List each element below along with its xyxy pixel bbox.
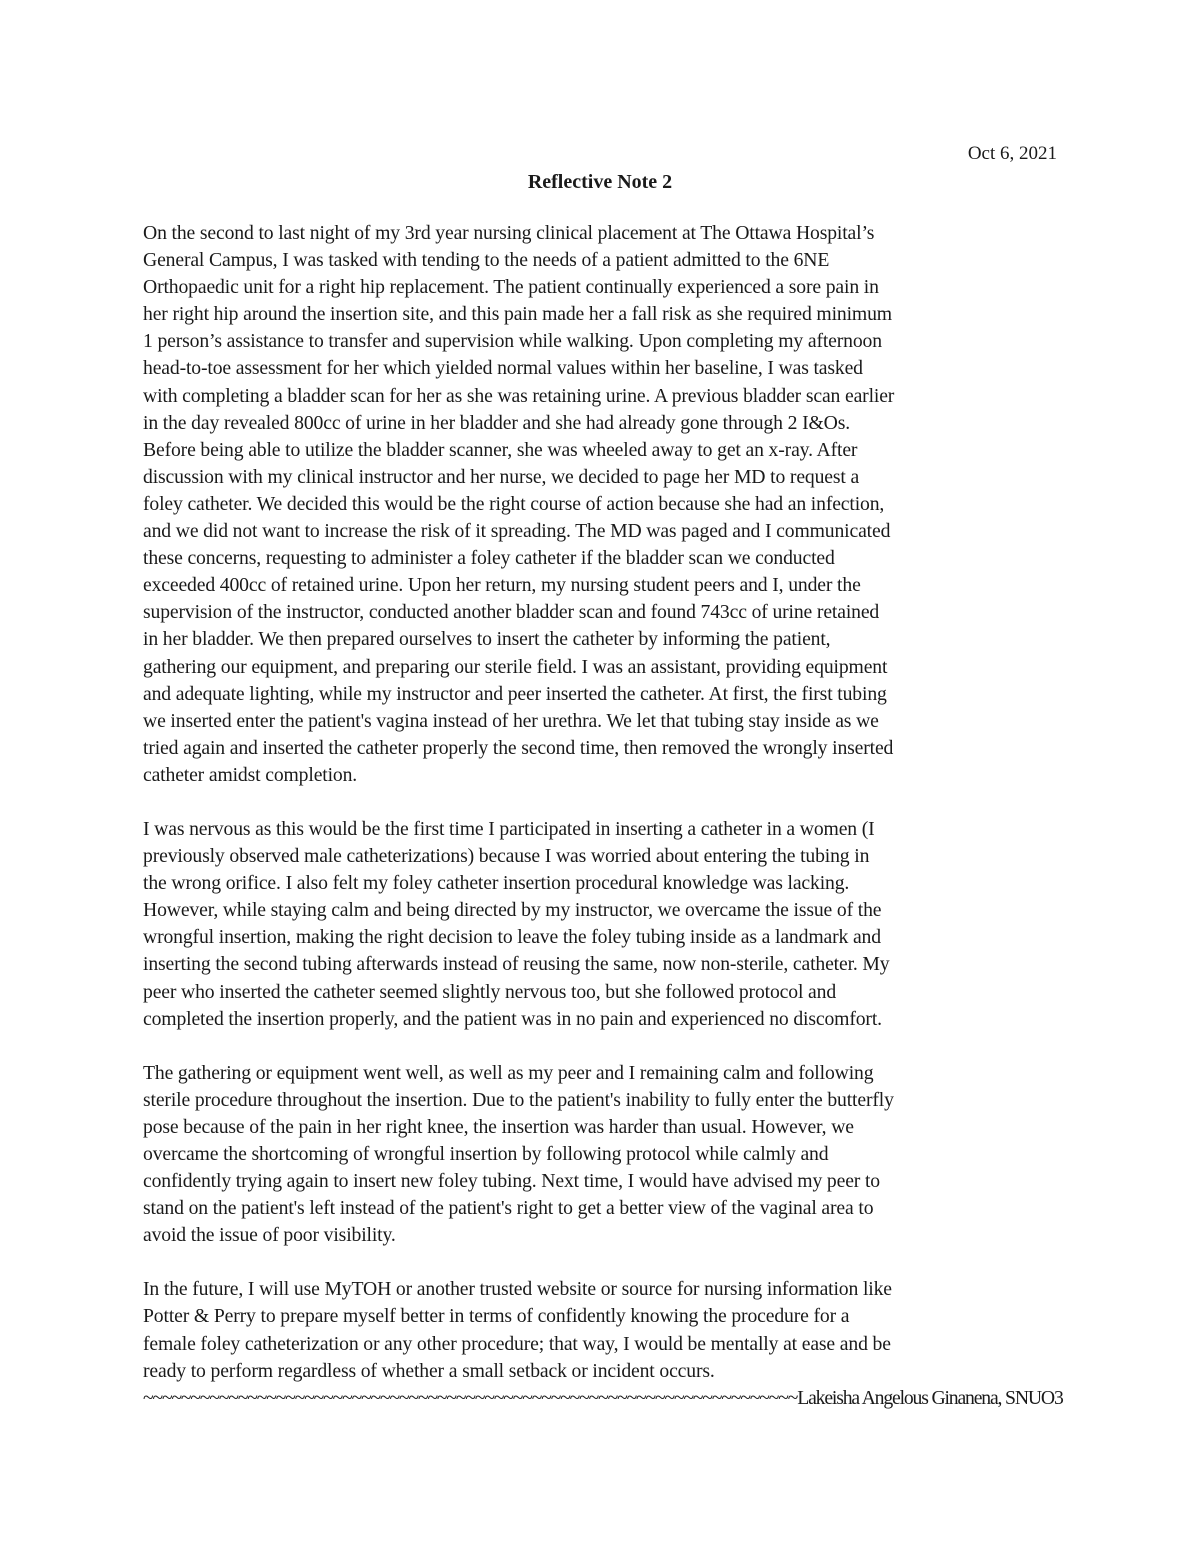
paragraph-line: stand on the patient's left instead of the patient's right to get a better view of the vaginal area to bbox=[143, 1197, 874, 1220]
paragraph-line: catheter amidst completion. bbox=[143, 763, 358, 786]
paragraph-line: Potter & Perry to prepare myself better in terms of confidently knowing the procedure for a bbox=[143, 1305, 850, 1328]
paragraph-line: and we did not want to increase the risk of it spreading. The MD was paged and I communicated bbox=[143, 520, 891, 543]
paragraph-4 bbox=[143, 1276, 1063, 1411]
paragraph-line: completed the insertion properly, and the patient was in no pain and experienced no discomfort. bbox=[143, 1007, 882, 1030]
paragraph-line: head-to-toe assessment for her which yielded normal values within her baseline, I was tasked bbox=[143, 357, 863, 380]
paragraph-line: General Campus, I was tasked with tending to the needs of a patient admitted to the 6NE bbox=[143, 249, 830, 272]
paragraph-line: foley catheter. We decided this would be the right course of action because she had an infection, bbox=[143, 492, 885, 515]
paragraph-line: The gathering or equipment went well, as well as my peer and I remaining calm and following bbox=[143, 1061, 874, 1084]
paragraph-line: wrongful insertion, making the right decision to leave the foley tubing inside as a landmark and bbox=[143, 926, 881, 949]
paragraph-line: Orthopaedic unit for a right hip replacement. The patient continually experienced a sore pain in bbox=[143, 276, 879, 299]
paragraph-line: and adequate lighting, while my instructor and peer inserted the catheter. At first, the first tubing bbox=[143, 682, 887, 705]
paragraph-line: On the second to last night of my 3rd year nursing clinical placement at The Ottawa Hospital’s bbox=[143, 222, 875, 244]
paragraph-1 bbox=[143, 220, 1063, 789]
paragraph-line: 1 person’s assistance to transfer and supervision while walking. Upon completing my afternoon bbox=[143, 330, 882, 353]
paragraph-line: discussion with my clinical instructor and her nurse, we decided to page her MD to request a bbox=[143, 465, 860, 488]
paragraph-line: these concerns, requesting to administer a foley catheter if the bladder scan we conducted bbox=[143, 547, 835, 570]
paragraph-line: in the day revealed 800cc of urine in her bladder and she had already gone through 2 I&Os. bbox=[143, 411, 851, 434]
paragraph-line: supervision of the instructor, conducted another bladder scan and found 743cc of urine retained bbox=[143, 601, 880, 624]
paragraph-line: avoid the issue of poor visibility. bbox=[143, 1224, 396, 1247]
paragraph-line: gathering our equipment, and preparing our sterile field. I was an assistant, providing equipment bbox=[143, 655, 888, 678]
paragraph-line: previously observed male catheterizations) because I was worried about entering the tubing in bbox=[143, 845, 870, 868]
paragraph-3 bbox=[143, 1060, 1063, 1250]
paragraph-line: in her bladder. We then prepared ourselves to insert the catheter by informing the patient, bbox=[143, 628, 831, 651]
paragraph-line: sterile procedure throughout the insertion. Due to the patient's inability to fully enter the butterfly bbox=[143, 1088, 894, 1111]
paragraph-line: confidently trying again to insert new foley tubing. Next time, I would have advised my peer to bbox=[143, 1170, 880, 1193]
paragraph-line: However, while staying calm and being directed by my instructor, we overcame the issue of the bbox=[143, 899, 882, 922]
paragraph-2 bbox=[143, 816, 1063, 1033]
paragraph-line: we inserted enter the patient's vagina instead of her urethra. We let that tubing stay inside as we bbox=[143, 709, 879, 732]
paragraph-line: tried again and inserted the catheter properly the second time, then removed the wrongly inserted bbox=[143, 736, 894, 759]
paragraph-line: peer who inserted the catheter seemed slightly nervous too, but she followed protocol and bbox=[143, 980, 837, 1003]
paragraph-line: inserting the second tubing afterwards instead of reusing the same, now non-sterile, catheter. My bbox=[143, 953, 890, 976]
paragraph-line: ready to perform regardless of whether a small setback or incident occurs. bbox=[143, 1359, 715, 1382]
document-date: Oct 6, 2021 bbox=[967, 143, 1057, 164]
paragraph-line: Before being able to utilize the bladder scanner, she was wheeled away to get an x-ray. After bbox=[143, 438, 858, 461]
signature-line: ~~~~~~~~~~~~~~~~~~~~~~~~~~~~~~~~~~~~~~~~~~~~~~~~~~~~~~~~~~~~~~~~~~~~~Lakeisha Angelous Ginanena, SNUO3 bbox=[143, 1386, 1063, 1409]
paragraph-line: overcame the shortcoming of wrongful insertion by following protocol while calmly and bbox=[143, 1143, 829, 1165]
document-title: Reflective Note 2 bbox=[527, 171, 673, 193]
paragraph-line: with completing a bladder scan for her as she was retaining urine. A previous bladder scan earlier bbox=[143, 384, 895, 407]
document-body bbox=[143, 220, 1063, 1412]
paragraph-line: the wrong orifice. I also felt my foley catheter insertion procedural knowledge was lacking. bbox=[143, 872, 850, 895]
paragraph-line: pose because of the pain in her right knee, the insertion was harder than usual. However, we bbox=[143, 1115, 854, 1138]
paragraph-line: I was nervous as this would be the first time I participated in inserting a catheter in a women (I bbox=[143, 817, 875, 840]
paragraph-line: exceeded 400cc of retained urine. Upon her return, my nursing student peers and I, under the bbox=[143, 574, 861, 597]
paragraph-line: her right hip around the insertion site, and this pain made her a fall risk as she required minimum bbox=[143, 303, 892, 326]
paragraph-line: In the future, I will use MyTOH or another trusted website or source for nursing information like bbox=[143, 1278, 892, 1301]
paragraph-line: female foley catheterization or any other procedure; that way, I would be mentally at ease and be bbox=[143, 1332, 891, 1355]
